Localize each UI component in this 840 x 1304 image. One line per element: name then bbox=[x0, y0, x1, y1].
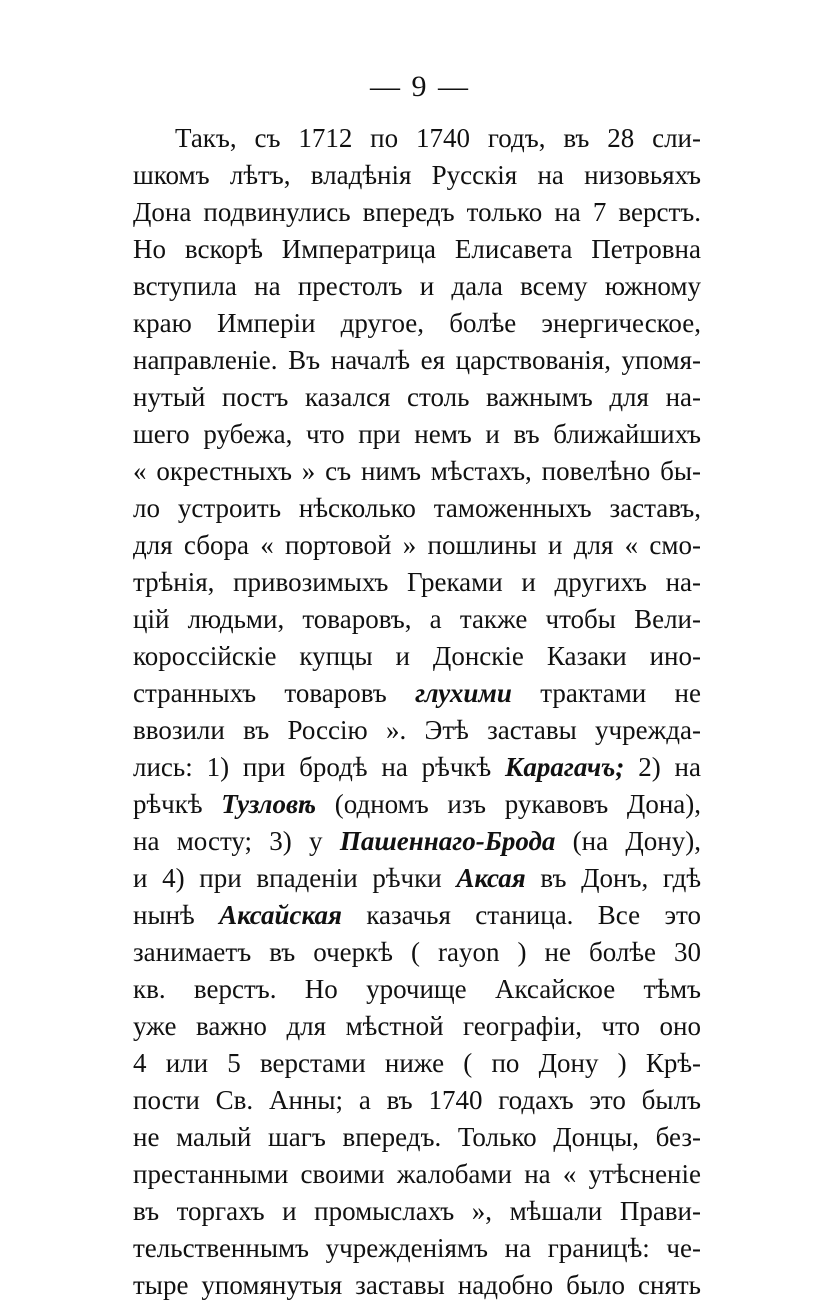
text-segment: Такъ, съ 1712 по 1740 годъ, въ 28 сли- bbox=[175, 123, 701, 153]
text-segment: Но вскорѣ Императрица Елисавета Петровна bbox=[133, 234, 701, 264]
text-line bbox=[133, 1082, 701, 1119]
text-line bbox=[133, 453, 701, 490]
text-segment: тыре упомянутыя заставы надобно было снять bbox=[133, 1270, 701, 1300]
text-line bbox=[133, 823, 701, 860]
text-segment: (на Дону), bbox=[555, 826, 701, 856]
text-line bbox=[133, 1119, 701, 1156]
text-line bbox=[133, 1230, 701, 1267]
text-segment: казачья станица. Все это bbox=[341, 900, 701, 930]
italic-term: Карагачъ; bbox=[505, 752, 625, 782]
text-line bbox=[133, 342, 701, 379]
text-segment: кв. верстъ. Но урочище Аксайское тѣмъ bbox=[133, 974, 701, 1004]
text-segment: « окрестныхъ » съ нимъ мѣстахъ, повелѣно бы- bbox=[133, 456, 701, 486]
text-segment: нутый постъ казался столь важнымъ для на- bbox=[133, 382, 701, 412]
text-line bbox=[133, 860, 701, 897]
text-segment: не малый шагъ впередъ. Только Донцы, без- bbox=[133, 1122, 701, 1152]
text-segment: пости Св. Анны; а въ 1740 годахъ это былъ bbox=[133, 1085, 701, 1115]
text-segment: престанными своими жалобами на « утѣсненіе bbox=[133, 1159, 701, 1189]
text-segment: шего рубежа, что при немъ и въ ближайшихъ bbox=[133, 419, 701, 449]
text-line bbox=[133, 1156, 701, 1193]
italic-term: глухими bbox=[415, 678, 512, 708]
page-number: — 9 — bbox=[370, 70, 470, 103]
text-line bbox=[133, 231, 701, 268]
text-segment: Дона подвинулись впередъ только на 7 верстъ. bbox=[133, 197, 701, 227]
text-segment: ло устроить нѣсколько таможенныхъ заставъ, bbox=[133, 493, 701, 523]
text-line bbox=[133, 1267, 701, 1304]
text-line bbox=[133, 971, 701, 1008]
text-segment: шкомъ лѣтъ, владѣнія Русскія на низовьяхъ bbox=[133, 160, 701, 190]
text-segment: цій людьми, товаровъ, а также чтобы Вели- bbox=[133, 604, 701, 634]
text-segment: направленіе. Въ началѣ ея царствованія, упомя- bbox=[133, 345, 701, 375]
italic-term: Тузловѣ bbox=[221, 789, 317, 819]
text-segment: короссійскіе купцы и Донскіе Казаки ино- bbox=[133, 641, 701, 671]
text-line bbox=[133, 1045, 701, 1082]
text-segment: лись: 1) при бродѣ на рѣчкѣ bbox=[133, 752, 506, 782]
text-segment: занимаетъ въ очеркѣ ( rayon ) не болѣе 30 bbox=[133, 937, 701, 967]
text-segment: трактами не bbox=[511, 678, 701, 708]
text-segment: тельственнымъ учрежденіямъ на границѣ: че- bbox=[133, 1233, 701, 1263]
text-segment: трѣнія, привозимыхъ Греками и другихъ на- bbox=[133, 567, 701, 597]
text-line bbox=[133, 305, 701, 342]
text-line bbox=[133, 638, 701, 675]
text-line bbox=[133, 1008, 701, 1045]
text-line bbox=[133, 897, 701, 934]
text-line bbox=[133, 675, 701, 712]
text-segment: на мосту; 3) у bbox=[133, 826, 340, 856]
text-line bbox=[133, 379, 701, 416]
text-segment: для сбора « портовой » пошлины и для « смо- bbox=[133, 530, 701, 560]
text-line bbox=[133, 934, 701, 971]
text-line bbox=[133, 712, 701, 749]
text-line bbox=[133, 527, 701, 564]
italic-term: Пашеннаго-Брода bbox=[339, 826, 556, 856]
text-segment: (одномъ изъ рукавовъ Дона), bbox=[316, 789, 701, 819]
text-segment: и 4) при впаденіи рѣчки bbox=[133, 863, 457, 893]
text-segment: вступила на престолъ и дала всему южному bbox=[133, 271, 701, 301]
text-line bbox=[133, 786, 701, 823]
text-line bbox=[133, 194, 701, 231]
body-text bbox=[133, 120, 701, 1304]
text-line bbox=[133, 157, 701, 194]
text-line bbox=[133, 416, 701, 453]
text-line bbox=[133, 490, 701, 527]
text-segment: въ Донъ, гдѣ bbox=[525, 863, 701, 893]
text-segment: уже важно для мѣстной географіи, что оно bbox=[133, 1011, 701, 1041]
text-segment: ввозили въ Россію ». Этѣ заставы учрежда- bbox=[133, 715, 701, 745]
text-segment: краю Имперіи другое, болѣе энергическое, bbox=[133, 308, 701, 338]
text-line bbox=[133, 1193, 701, 1230]
text-line bbox=[133, 749, 701, 786]
text-segment: рѣчкѣ bbox=[133, 789, 222, 819]
text-segment: нынѣ bbox=[133, 900, 220, 930]
text-line bbox=[133, 601, 701, 638]
text-line bbox=[133, 268, 701, 305]
text-line bbox=[133, 564, 701, 601]
italic-term: Аксайская bbox=[219, 900, 342, 930]
text-line bbox=[133, 120, 701, 157]
italic-term: Аксая bbox=[456, 863, 526, 893]
text-segment: 2) на bbox=[624, 752, 701, 782]
text-segment: 4 или 5 верстами ниже ( по Дону ) Крѣ- bbox=[133, 1048, 701, 1078]
text-segment: странныхъ товаровъ bbox=[133, 678, 416, 708]
text-segment: въ торгахъ и промыслахъ », мѣшали Прави- bbox=[133, 1196, 701, 1226]
